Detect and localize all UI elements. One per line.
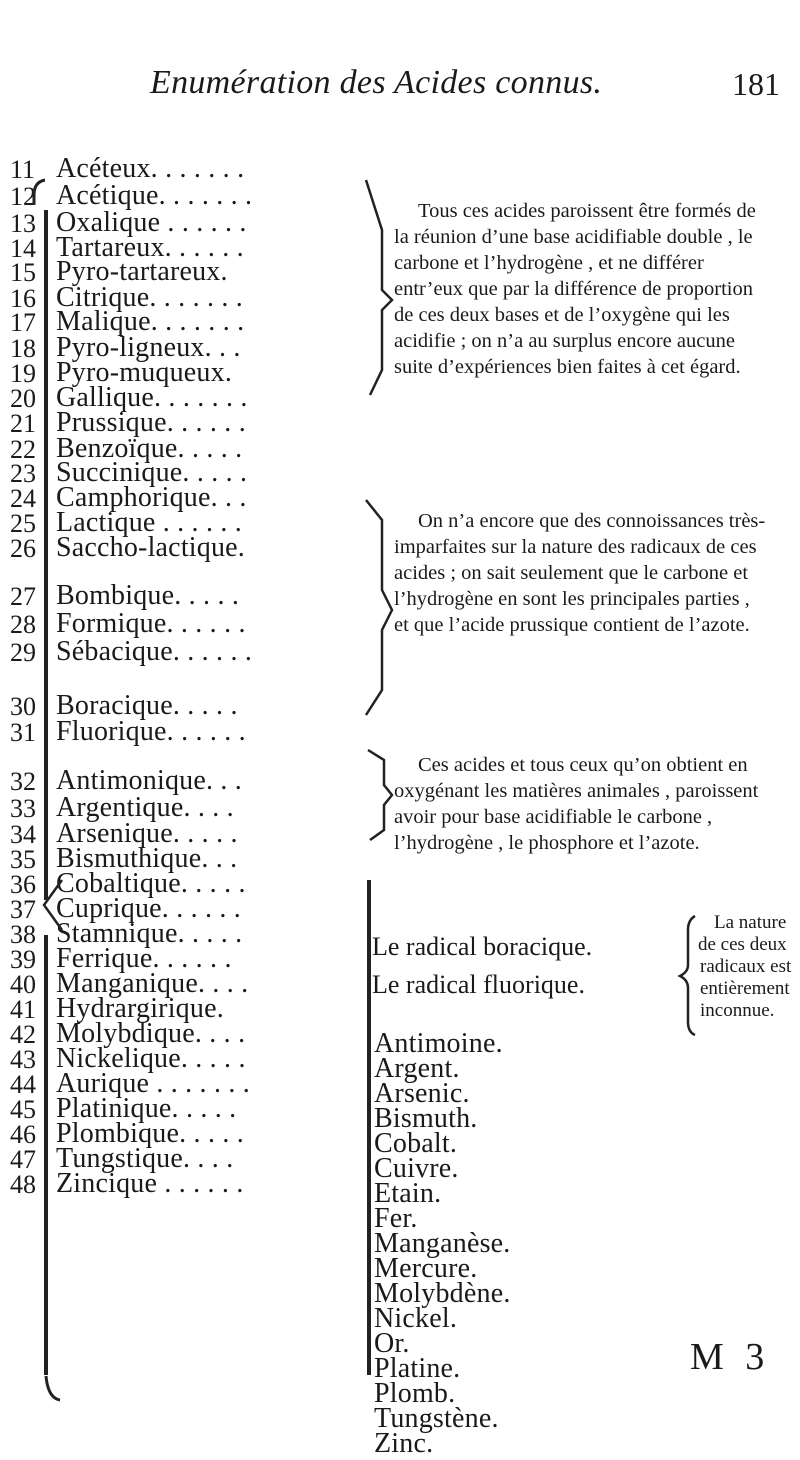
- acid-name: Malique. . . . . . .: [56, 306, 245, 337]
- metal-base: Molybdène.: [374, 1278, 511, 1309]
- acid-name: Boracique. . . . .: [56, 690, 238, 721]
- page-title: Enumération des Acides connus.: [150, 64, 603, 101]
- paragraph-animal-acids: Ces acides et tous ceux qu’on obtient en oxygénant les matières animales , paroissent avoir pour base acidifiable le carbone , l’hydrogène , le phosphore et l’azote.: [394, 754, 759, 854]
- acid-number: 31: [10, 718, 36, 747]
- radical-note-line: radicaux est: [700, 956, 792, 977]
- acid-name: Pyro-tartareux.: [56, 256, 228, 287]
- metal-base: Fer.: [374, 1203, 418, 1234]
- acid-name: Benzoïque. . . . .: [56, 433, 243, 464]
- metal-base: Tungstène.: [374, 1403, 499, 1434]
- acid-number: 13: [10, 209, 36, 238]
- metal-base: Argent.: [374, 1053, 460, 1084]
- acid-number: 43: [10, 1045, 36, 1074]
- metal-base: Plomb.: [374, 1378, 456, 1409]
- metal-base: Bismuth.: [374, 1103, 478, 1134]
- acid-name: Pyro-ligneux. . .: [56, 332, 241, 363]
- acid-number: 19: [10, 359, 36, 388]
- acid-number: 23: [10, 459, 36, 488]
- acid-name: Sébacique. . . . . .: [56, 636, 253, 667]
- acid-number: 33: [10, 794, 36, 823]
- acid-name: Citrique. . . . . . .: [56, 282, 243, 313]
- acid-number: 32: [10, 767, 36, 796]
- acid-name: Acétique. . . . . . .: [56, 180, 253, 211]
- acid-number: 29: [10, 638, 36, 667]
- acid-number: 15: [10, 258, 36, 287]
- acid-name: Cuprique. . . . . .: [56, 893, 242, 924]
- acid-name: Formique. . . . . .: [56, 608, 246, 639]
- acid-number: 18: [10, 334, 36, 363]
- acid-number: 39: [10, 945, 36, 974]
- acid-name: Plombique. . . . .: [56, 1118, 244, 1149]
- acid-name: Prussique. . . . . .: [56, 407, 246, 438]
- acid-name: Nickelique. . . . .: [56, 1043, 246, 1074]
- acid-number: 36: [10, 870, 36, 899]
- acid-number: 11: [10, 155, 36, 184]
- acid-name: Saccho-lactique.: [56, 532, 246, 563]
- acid-number: 38: [10, 920, 36, 949]
- metal-base: Cuivre.: [374, 1153, 459, 1184]
- radical-note-line: de ces deux: [698, 934, 787, 955]
- acid-name: Stamnique. . . . .: [56, 918, 243, 949]
- metal-base: Manganèse.: [374, 1228, 511, 1259]
- acid-name: Zincique . . . . . .: [56, 1168, 244, 1199]
- acid-number: 24: [10, 484, 36, 513]
- metal-base: Antimoine.: [374, 1028, 503, 1059]
- acid-name: Manganique. . . .: [56, 968, 249, 999]
- acid-number: 12: [10, 182, 36, 211]
- acid-name: Succinique. . . . .: [56, 457, 248, 488]
- acid-name: Gallique. . . . . . .: [56, 382, 248, 413]
- acid-number: 48: [10, 1170, 36, 1199]
- acid-number: 34: [10, 820, 36, 849]
- radical-fluorique: Le radical fluorique.: [372, 970, 585, 999]
- acid-name: Antimonique. . .: [56, 765, 242, 796]
- acid-name: Bombique. . . . .: [56, 580, 240, 611]
- metal-base: Or.: [374, 1328, 410, 1359]
- acid-name: Pyro-muqueux.: [56, 357, 233, 388]
- acid-name: Cobaltique. . . . .: [56, 868, 246, 899]
- metal-base: Nickel.: [374, 1303, 458, 1334]
- acid-name: Tartareux. . . . . .: [56, 232, 244, 263]
- page-number: 181: [732, 66, 780, 102]
- acid-name: Molybdique. . . .: [56, 1018, 246, 1049]
- acid-name: Tungstique. . . .: [56, 1143, 234, 1174]
- acid-number: 44: [10, 1070, 36, 1099]
- acid-number: 47: [10, 1145, 36, 1174]
- radical-note-line: La nature: [714, 912, 787, 933]
- acid-number: 14: [10, 234, 36, 263]
- radical-note-line: inconnue.: [700, 1000, 775, 1021]
- acid-number: 30: [10, 692, 36, 721]
- acid-name: Oxalique . . . . . .: [56, 207, 247, 238]
- acid-number: 37: [10, 895, 36, 924]
- acid-number: 28: [10, 610, 36, 639]
- acid-number: 26: [10, 534, 36, 563]
- acid-name: Ferrique. . . . . .: [56, 943, 232, 974]
- acid-number: 16: [10, 284, 36, 313]
- acid-name: Acéteux. . . . . . .: [56, 153, 245, 184]
- metal-base: Platine.: [374, 1353, 461, 1384]
- acid-name: Argentique. . . .: [56, 792, 234, 823]
- acid-number: 46: [10, 1120, 36, 1149]
- acid-number: 40: [10, 970, 36, 999]
- acid-name: Camphorique. . .: [56, 482, 247, 513]
- paragraph-carbon-hydrogen: Tous ces acides paroissent être formés de la réunion d’une base acidifiable double , le carbone et l’hydrogène , et ne différer entr’eux que par la différence de proportion de ces deux bases et de l’oxygène qui les acidifie ; on n’a au surplus encore aucune suite d’expériences bien faites à cet égard.: [394, 200, 756, 378]
- acid-name: Bismuthique. . .: [56, 843, 238, 874]
- acid-number: 20: [10, 384, 36, 413]
- acid-number: 35: [10, 845, 36, 874]
- metal-base: Zinc.: [374, 1428, 434, 1459]
- metal-base: Etain.: [374, 1178, 442, 1209]
- radical-boracique: Le radical boracique.: [372, 932, 593, 961]
- acid-number: 27: [10, 582, 36, 611]
- acid-name: Hydrargirique.: [56, 993, 224, 1024]
- acid-name: Arsenique. . . . .: [56, 818, 238, 849]
- acid-number: 22: [10, 435, 36, 464]
- radical-note-line: entièrement: [700, 978, 790, 999]
- acid-number: 25: [10, 509, 36, 538]
- acid-number: 41: [10, 995, 36, 1024]
- page-signature: M 3: [690, 1336, 771, 1378]
- acid-name: Platinique. . . . .: [56, 1093, 237, 1124]
- acid-number: 21: [10, 409, 36, 438]
- acid-number: 42: [10, 1020, 36, 1049]
- acid-name: Fluorique. . . . . .: [56, 716, 246, 747]
- acid-name: Aurique . . . . . . .: [56, 1068, 250, 1099]
- metal-base: Arsenic.: [374, 1078, 470, 1109]
- metal-base: Mercure.: [374, 1253, 478, 1284]
- acid-number: 45: [10, 1095, 36, 1124]
- metal-base: Cobalt.: [374, 1128, 458, 1159]
- paragraph-radicals: On n’a encore que des connoissances très-imparfaites sur la nature des radicaux de ces acides ; on sait seulement que le carbone et l’hydrogène en sont les principales parties , et que l’acide prussique contient de l’azote.: [394, 510, 766, 636]
- acid-name: Lactique . . . . . .: [56, 507, 242, 538]
- acid-number: 17: [10, 308, 36, 337]
